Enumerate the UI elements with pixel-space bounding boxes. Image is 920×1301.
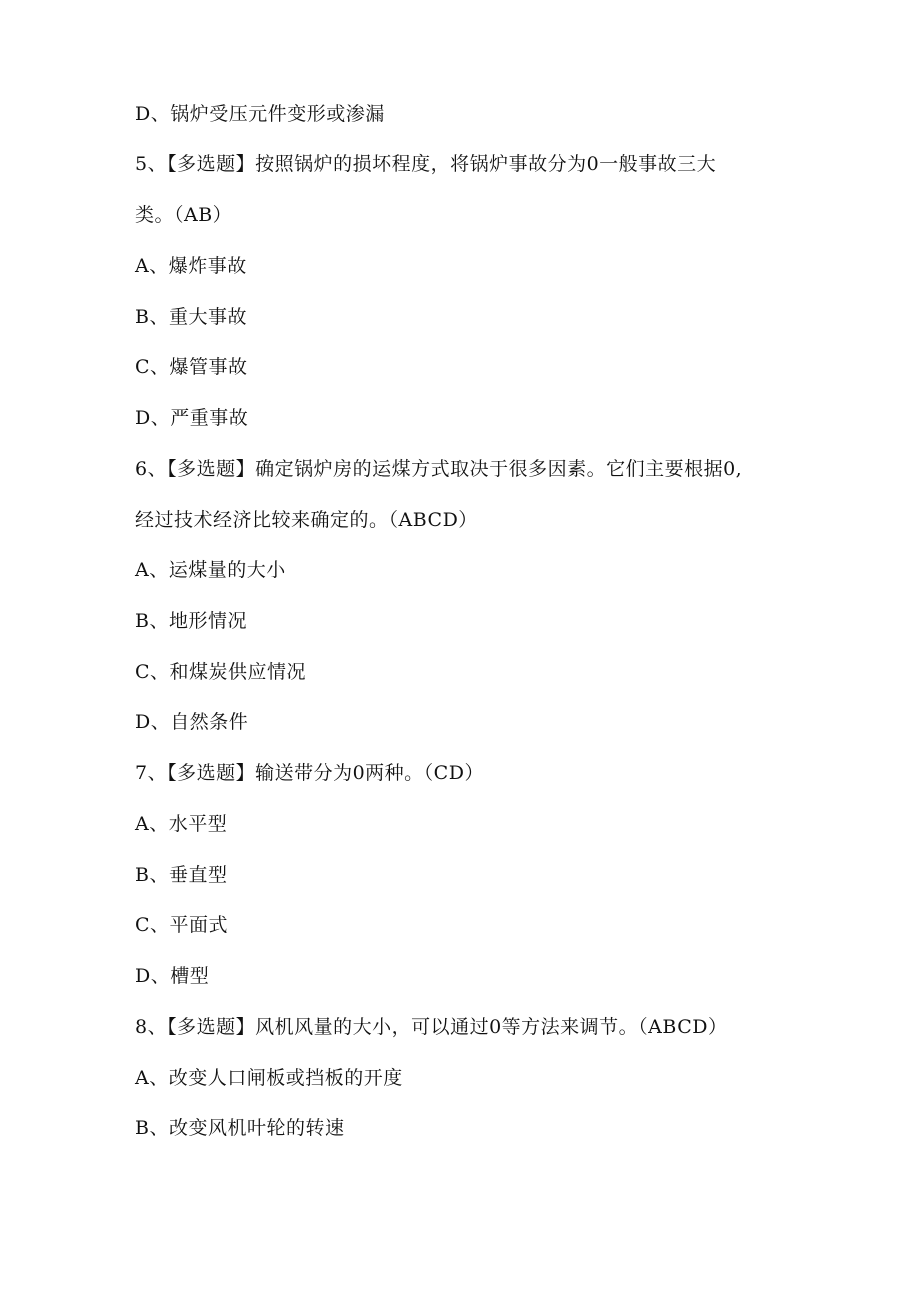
- q7-option-a: A、水平型: [135, 813, 228, 835]
- q6-option-a: A、运煤量的大小: [135, 559, 286, 581]
- q5-question: 5、【多选题】按照锅炉的损坏程度，将锅炉事故分为0一般事故三大: [135, 153, 717, 175]
- q8-option-b: B、改变风机叶轮的转速: [135, 1117, 345, 1139]
- q7-option-d: D、槽型: [135, 965, 210, 987]
- q5-option-d: D、严重事故: [135, 407, 249, 429]
- q8-option-a: A、改变人口闸板或挡板的开度: [135, 1067, 403, 1089]
- q6-option-c: C、和煤炭供应情况: [135, 661, 307, 683]
- q7-option-c: C、平面式: [135, 914, 229, 936]
- q6-question: 6、【多选题】确定锅炉房的运煤方式取决于很多因素。它们主要根据0,: [135, 458, 743, 480]
- q6-option-d: D、自然条件: [135, 711, 249, 733]
- q6-option-b: B、地形情况: [135, 610, 247, 632]
- q5-question-continued: 类。（AB）: [135, 204, 233, 226]
- q4-option-d: D、锅炉受压元件变形或渗漏: [135, 103, 385, 125]
- q5-option-b: B、重大事故: [135, 306, 247, 328]
- q5-option-c: C、爆管事故: [135, 356, 248, 378]
- q7-question: 7、【多选题】输送带分为0两种。（CD）: [135, 762, 484, 784]
- q7-option-b: B、垂直型: [135, 864, 228, 886]
- q8-question: 8、【多选题】风机风量的大小，可以通过0等方法来调节。（ABCD）: [135, 1016, 728, 1038]
- q6-question-continued: 经过技术经济比较来确定的。（ABCD）: [135, 509, 478, 531]
- q5-option-a: A、爆炸事故: [135, 255, 247, 277]
